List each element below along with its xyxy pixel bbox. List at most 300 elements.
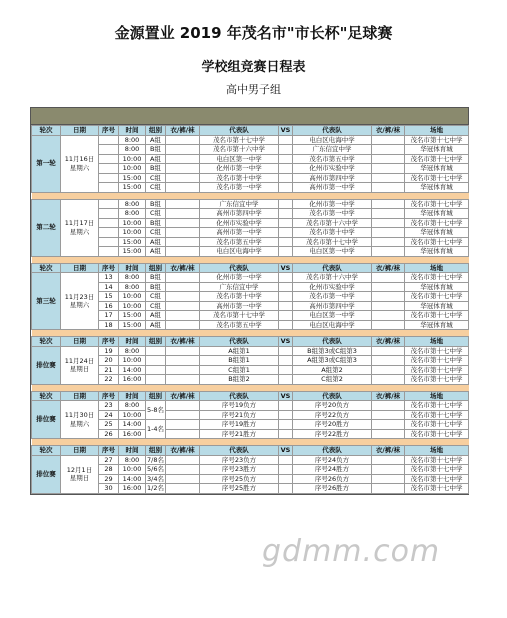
- vs-cell: [279, 356, 293, 366]
- time-cell: 10:00: [119, 154, 146, 164]
- cloth-cell: [166, 282, 200, 292]
- vs-cell: [279, 420, 293, 430]
- cloth-cell: [372, 173, 405, 183]
- cloth-cell: [372, 346, 405, 356]
- col-cloth-1-header: 衣/裤/袜: [166, 391, 200, 401]
- group-cell: B组: [146, 273, 166, 283]
- time-cell: 14:00: [119, 420, 146, 430]
- vs-cell: [279, 484, 293, 494]
- group-cell: A组: [146, 311, 166, 321]
- venue-cell: 茂名市第十七中学: [405, 365, 469, 375]
- cloth-cell: [166, 356, 200, 366]
- date-cell: [61, 135, 99, 192]
- team-2-cell: 序号22胜方: [293, 429, 372, 439]
- col-team-1-header: 代表队: [200, 446, 279, 456]
- seq-cell: 26: [99, 429, 119, 439]
- team-1-cell: 广东信宜中学: [200, 282, 279, 292]
- cloth-cell: [372, 282, 405, 292]
- cloth-cell: [372, 164, 405, 174]
- section-divider: [32, 192, 469, 199]
- col-date-header: 日期: [61, 337, 99, 347]
- venue-cell: 华冠体育城: [405, 228, 469, 238]
- vs-cell: [279, 173, 293, 183]
- venue-cell: 茂名市第十七中学: [405, 135, 469, 145]
- date-cell: [61, 455, 99, 493]
- team-2-cell: 茂名市第十六中学: [293, 273, 372, 283]
- vs-cell: [279, 218, 293, 228]
- weekday-line: 星期日: [69, 474, 90, 482]
- cloth-cell: [372, 429, 405, 439]
- time-cell: 16:00: [119, 484, 146, 494]
- team-1-cell: 化州市第一中学: [200, 273, 279, 283]
- cloth-cell: [372, 311, 405, 321]
- header-row: [32, 446, 469, 456]
- col-round-header: 轮次: [32, 263, 61, 273]
- venue-cell: 茂名市第十七中学: [405, 455, 469, 465]
- col-round-header: 轮次: [32, 126, 61, 136]
- vs-cell: [279, 465, 293, 475]
- seq-cell: [99, 237, 119, 247]
- cloth-cell: [372, 320, 405, 330]
- venue-cell: 茂名市第十七中学: [405, 218, 469, 228]
- team-1-cell: 序号21负方: [200, 410, 279, 420]
- venue-cell: 茂名市第十七中学: [405, 292, 469, 302]
- venue-cell: 茂名市第十七中学: [405, 401, 469, 411]
- table-row: [32, 346, 469, 356]
- team-1-cell: 序号19负方: [200, 401, 279, 411]
- cloth-cell: [372, 465, 405, 475]
- time-cell: 10:00: [119, 465, 146, 475]
- col-vs-header: VS: [279, 391, 293, 401]
- venue-cell: 茂名市第十七中学: [405, 154, 469, 164]
- vs-cell: [279, 228, 293, 238]
- cloth-cell: [166, 320, 200, 330]
- team-1-cell: 茂名市第十七中学: [200, 135, 279, 145]
- header-row: [32, 263, 469, 273]
- date-cell: [61, 401, 99, 439]
- cloth-cell: [166, 237, 200, 247]
- col-team-2-header: 代表队: [293, 126, 372, 136]
- group-cell: A组: [146, 135, 166, 145]
- col-group-header: 组别: [146, 337, 166, 347]
- cloth-cell: [372, 135, 405, 145]
- group-cell: A组: [146, 237, 166, 247]
- seq-cell: 21: [99, 365, 119, 375]
- group-cell: [146, 365, 166, 375]
- col-time-header: 时间: [119, 446, 146, 456]
- time-cell: 14:00: [119, 365, 146, 375]
- venue-cell: 华冠体育城: [405, 320, 469, 330]
- round-cell: 第一轮: [32, 135, 61, 192]
- group-cell: C组: [146, 292, 166, 302]
- group-cell: 3/4名: [147, 474, 164, 483]
- round-cell: 排位赛: [32, 346, 61, 384]
- round-cell: 第三轮: [32, 273, 61, 330]
- vs-cell: [279, 135, 293, 145]
- col-venue-header: 场地: [405, 391, 469, 401]
- col-team-2-header: 代表队: [293, 391, 372, 401]
- team-2-cell: 序号20负方: [293, 401, 372, 411]
- col-team-1-header: 代表队: [200, 391, 279, 401]
- group-cell: B组: [146, 218, 166, 228]
- team-1-cell: 化州市第一中学: [200, 164, 279, 174]
- venue-cell: 茂名市第十七中学: [405, 420, 469, 430]
- venue-cell: 华冠体育城: [405, 247, 469, 257]
- col-round-header: 轮次: [32, 446, 61, 456]
- seq-cell: 29: [99, 474, 119, 484]
- vs-cell: [279, 237, 293, 247]
- cloth-cell: [372, 273, 405, 283]
- seq-cell: [99, 135, 119, 145]
- cloth-cell: [166, 183, 200, 193]
- time-cell: 8:00: [119, 273, 146, 283]
- team-2-cell: 序号26胜方: [293, 484, 372, 494]
- seq-cell: [99, 247, 119, 257]
- col-cloth-2-header: 衣/裤/袜: [372, 126, 405, 136]
- team-2-cell: B组第3或C组第3: [293, 346, 372, 356]
- cloth-cell: [372, 228, 405, 238]
- venue-cell: 茂名市第十七中学: [405, 429, 469, 439]
- team-2-cell: 电白区第一中学: [293, 311, 372, 321]
- cloth-cell: [166, 247, 200, 257]
- seq-cell: [99, 183, 119, 193]
- team-1-cell: 高州市第一中学: [200, 228, 279, 238]
- col-cloth-1-header: 衣/裤/袜: [166, 263, 200, 273]
- team-2-cell: 茂名市第十六中学: [293, 218, 372, 228]
- seq-cell: [99, 154, 119, 164]
- vs-cell: [279, 247, 293, 257]
- cloth-cell: [372, 356, 405, 366]
- team-2-cell: 序号26负方: [293, 474, 372, 484]
- weekday-line: 星期日: [69, 365, 90, 373]
- col-seq-header: 序号: [99, 126, 119, 136]
- col-vs-header: VS: [279, 446, 293, 456]
- col-date-header: 日期: [61, 126, 99, 136]
- vs-cell: [279, 455, 293, 465]
- cloth-cell: [166, 484, 200, 494]
- cloth-cell: [372, 237, 405, 247]
- weekday-line: 星期六: [69, 163, 90, 172]
- team-2-cell: 电白区电海中学: [293, 320, 372, 330]
- group-cell: C组: [146, 228, 166, 238]
- time-cell: 8:00: [119, 346, 146, 356]
- date-line: 11月30日: [64, 411, 95, 419]
- group-cell: B组: [146, 282, 166, 292]
- vs-cell: [279, 282, 293, 292]
- table-row: [32, 135, 469, 145]
- seq-cell: 22: [99, 375, 119, 385]
- date-line: 11月24日: [64, 356, 95, 365]
- col-time-header: 时间: [119, 337, 146, 347]
- cloth-cell: [372, 154, 405, 164]
- cloth-cell: [166, 429, 200, 439]
- venue-cell: 茂名市第十七中学: [405, 311, 469, 321]
- venue-cell: 华冠体育城: [405, 164, 469, 174]
- vs-cell: [279, 346, 293, 356]
- round-cell: 排位赛: [32, 401, 61, 439]
- date-line: 12月1日: [66, 465, 93, 474]
- team-1-cell: 电白区电海中学: [200, 247, 279, 257]
- venue-cell: 茂名市第十七中学: [405, 237, 469, 247]
- seq-cell: [99, 218, 119, 228]
- col-team-2-header: 代表队: [293, 446, 372, 456]
- team-1-cell: 化州市实验中学: [200, 218, 279, 228]
- divider-cell: [32, 256, 469, 263]
- col-team-1-header: 代表队: [200, 263, 279, 273]
- vs-cell: [279, 410, 293, 420]
- cloth-cell: [166, 346, 200, 356]
- time-cell: 10:00: [119, 228, 146, 238]
- cloth-cell: [166, 375, 200, 385]
- divider-cell: [32, 439, 469, 446]
- seq-cell: 18: [99, 320, 119, 330]
- vs-cell: [279, 474, 293, 484]
- col-cloth-1-header: 衣/裤/袜: [166, 337, 200, 347]
- col-venue-header: 场地: [405, 263, 469, 273]
- seq-cell: 30: [99, 484, 119, 494]
- vs-cell: [279, 292, 293, 302]
- team-1-cell: 茂名市第十七中学: [200, 311, 279, 321]
- seq-cell: [99, 228, 119, 238]
- team-1-cell: 高州市第四中学: [200, 209, 279, 219]
- header-bar: [31, 108, 468, 125]
- cloth-cell: [372, 292, 405, 302]
- vs-cell: [279, 273, 293, 283]
- time-cell: 16:00: [119, 375, 146, 385]
- col-seq-header: 序号: [99, 263, 119, 273]
- time-cell: 8:00: [119, 199, 146, 209]
- col-cloth-1-header: 衣/裤/袜: [166, 126, 200, 136]
- col-group-header: 组别: [146, 446, 166, 456]
- col-time-header: 时间: [119, 391, 146, 401]
- section-divider: [32, 330, 469, 337]
- cloth-cell: [372, 209, 405, 219]
- venue-cell: 茂名市第十七中学: [405, 356, 469, 366]
- seq-cell: [99, 199, 119, 209]
- seq-cell: [99, 145, 119, 155]
- team-2-cell: 茂名市第一中学: [293, 292, 372, 302]
- venue-cell: 茂名市第十七中学: [405, 465, 469, 475]
- cloth-cell: [166, 209, 200, 219]
- time-cell: 10:00: [119, 164, 146, 174]
- vs-cell: [279, 429, 293, 439]
- cloth-cell: [372, 247, 405, 257]
- team-2-cell: 序号20胜方: [293, 420, 372, 430]
- cloth-cell: [372, 375, 405, 385]
- group-cell: 5-8名: [146, 401, 166, 420]
- time-cell: 10:00: [119, 301, 146, 311]
- team-2-cell: 茂名市第十中学: [293, 228, 372, 238]
- cloth-cell: [166, 273, 200, 283]
- weekday-line: 星期六: [69, 419, 90, 428]
- venue-cell: 茂名市第十七中学: [405, 410, 469, 420]
- group-cell: B组: [146, 164, 166, 174]
- cloth-cell: [372, 474, 405, 484]
- team-1-cell: B组第2: [200, 375, 279, 385]
- cloth-cell: [166, 410, 200, 420]
- col-round-header: 轮次: [32, 337, 61, 347]
- group-cell: A组: [146, 247, 166, 257]
- venue-cell: 华冠体育城: [405, 282, 469, 292]
- team-1-cell: 序号25负方: [200, 474, 279, 484]
- cloth-cell: [166, 135, 200, 145]
- team-2-cell: A组第3或C组第3: [293, 356, 372, 366]
- seq-cell: 17: [99, 311, 119, 321]
- divider-cell: [32, 330, 469, 337]
- venue-cell: 茂名市第十七中学: [405, 199, 469, 209]
- venue-cell: 茂名市第十七中学: [405, 273, 469, 283]
- date-cell: [61, 273, 99, 330]
- cloth-cell: [166, 420, 200, 430]
- cloth-cell: [166, 301, 200, 311]
- team-1-cell: C组第1: [200, 365, 279, 375]
- vs-cell: [279, 365, 293, 375]
- team-2-cell: 化州市第一中学: [293, 199, 372, 209]
- cloth-cell: [166, 311, 200, 321]
- date-line: 11月23日: [64, 292, 95, 301]
- group-cell: C组: [146, 173, 166, 183]
- team-1-cell: 电白区第一中学: [200, 154, 279, 164]
- team-1-cell: 茂名市第五中学: [200, 320, 279, 330]
- table-row: [32, 401, 469, 411]
- cloth-cell: [166, 474, 200, 484]
- seq-cell: [99, 164, 119, 174]
- cloth-cell: [166, 228, 200, 238]
- watermark: gdmm.com: [262, 534, 441, 569]
- vs-cell: [279, 145, 293, 155]
- date-cell: [61, 346, 99, 384]
- time-cell: 8:00: [119, 145, 146, 155]
- time-cell: 15:00: [119, 320, 146, 330]
- seq-cell: 23: [99, 401, 119, 411]
- col-vs-header: VS: [279, 126, 293, 136]
- team-2-cell: 序号22负方: [293, 410, 372, 420]
- seq-cell: 13: [99, 273, 119, 283]
- cloth-cell: [166, 164, 200, 174]
- col-team-1-header: 代表队: [200, 126, 279, 136]
- time-cell: 8:00: [119, 209, 146, 219]
- time-cell: 8:00: [119, 401, 146, 411]
- time-cell: 15:00: [119, 311, 146, 321]
- date-line: 11月16日: [64, 155, 95, 163]
- col-team-2-header: 代表队: [293, 263, 372, 273]
- group-cell: 5/6名: [147, 465, 164, 473]
- cloth-cell: [372, 455, 405, 465]
- cloth-cell: [166, 292, 200, 302]
- vs-cell: [279, 311, 293, 321]
- time-cell: 8:00: [119, 455, 146, 465]
- cloth-cell: [372, 410, 405, 420]
- group-cell: [146, 356, 166, 366]
- date-cell: [61, 199, 99, 256]
- team-1-cell: 序号25胜方: [200, 484, 279, 494]
- group-cell: A组: [146, 154, 166, 164]
- header-row: [32, 126, 469, 136]
- team-1-cell: 茂名市第十中学: [200, 173, 279, 183]
- round-cell: 第二轮: [32, 199, 61, 256]
- vs-cell: [279, 154, 293, 164]
- team-2-cell: 序号24胜方: [293, 465, 372, 475]
- vs-cell: [279, 301, 293, 311]
- group-cell: C组: [146, 301, 166, 311]
- section-divider: [32, 439, 469, 446]
- seq-cell: [99, 209, 119, 219]
- col-venue-header: 场地: [405, 446, 469, 456]
- vs-cell: [279, 375, 293, 385]
- col-vs-header: VS: [279, 263, 293, 273]
- round-cell: 排位赛: [32, 455, 61, 493]
- vs-cell: [279, 209, 293, 219]
- seq-cell: 19: [99, 346, 119, 356]
- page-subtitle: 学校组竞赛日程表: [201, 60, 306, 75]
- table-row: [32, 199, 469, 209]
- col-team-2-header: 代表队: [293, 337, 372, 347]
- team-2-cell: C组第2: [293, 375, 372, 385]
- seq-cell: 28: [99, 465, 119, 475]
- team-1-cell: 高州市第一中学: [200, 301, 279, 311]
- col-group-header: 组别: [146, 126, 166, 136]
- team-1-cell: 序号23负方: [200, 455, 279, 465]
- team-1-cell: 茂名市第十六中学: [200, 145, 279, 155]
- venue-cell: 华冠体育城: [405, 301, 469, 311]
- vs-cell: [279, 320, 293, 330]
- team-1-cell: 茂名市第十中学: [200, 292, 279, 302]
- group-cell: 1/2名: [147, 484, 164, 492]
- col-cloth-1-header: 衣/裤/袜: [166, 446, 200, 456]
- team-2-cell: 序号24负方: [293, 455, 372, 465]
- team-2-cell: 高州市第四中学: [293, 173, 372, 183]
- col-seq-header: 序号: [99, 446, 119, 456]
- seq-cell: [99, 173, 119, 183]
- venue-cell: 茂名市第十七中学: [405, 484, 469, 494]
- table-row: [32, 273, 469, 283]
- cloth-cell: [372, 183, 405, 193]
- vs-cell: [279, 199, 293, 209]
- col-round-header: 轮次: [32, 391, 61, 401]
- divider-cell: [32, 192, 469, 199]
- team-1-cell: B组第1: [200, 356, 279, 366]
- group-cell: B组: [146, 145, 166, 155]
- col-cloth-2-header: 衣/裤/袜: [372, 337, 405, 347]
- time-cell: 10:00: [119, 292, 146, 302]
- group-cell: A组: [146, 320, 166, 330]
- divider-cell: [32, 384, 469, 391]
- schedule-sheet: [30, 107, 469, 495]
- cloth-cell: [372, 484, 405, 494]
- cloth-cell: [372, 420, 405, 430]
- date-line: 11月17日: [64, 219, 95, 227]
- group-cell: B组: [146, 199, 166, 209]
- col-time-header: 时间: [119, 263, 146, 273]
- section-divider: [32, 384, 469, 391]
- team-2-cell: 高州市第四中学: [293, 301, 372, 311]
- col-seq-header: 序号: [99, 391, 119, 401]
- cloth-cell: [166, 154, 200, 164]
- weekday-line: 星期六: [69, 227, 90, 236]
- time-cell: 15:00: [119, 183, 146, 193]
- seq-cell: 14: [99, 282, 119, 292]
- header-row: [32, 337, 469, 347]
- col-time-header: 时间: [119, 126, 146, 136]
- weekday-line: 星期六: [69, 301, 90, 309]
- venue-cell: 华冠体育城: [405, 183, 469, 193]
- vs-cell: [279, 183, 293, 193]
- venue-cell: 茂名市第十七中学: [405, 474, 469, 484]
- time-cell: 14:00: [119, 474, 146, 484]
- time-cell: 15:00: [119, 247, 146, 257]
- seq-cell: 25: [99, 420, 119, 430]
- col-team-1-header: 代表队: [200, 337, 279, 347]
